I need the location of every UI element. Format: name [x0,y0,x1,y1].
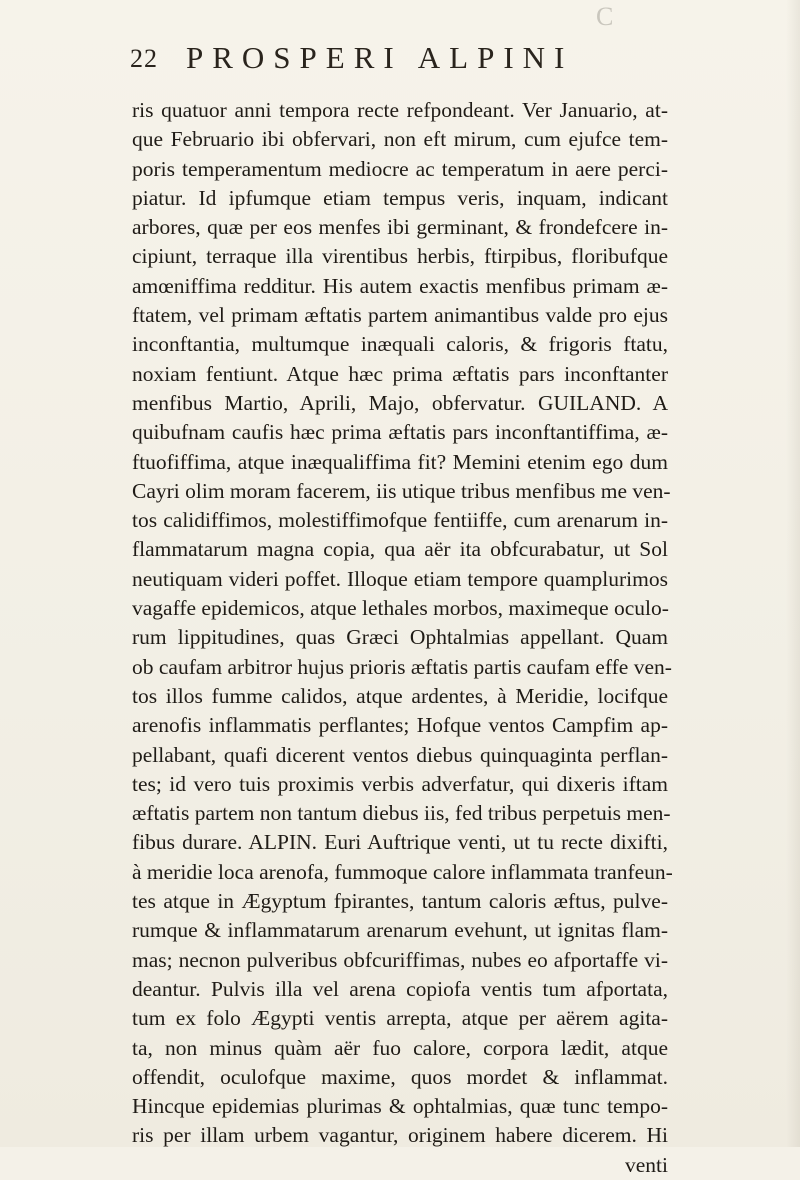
text-line: à meridie loca arenofa, fummoque calore inflammata tranfeun- [132,859,673,884]
text-line: flammatarum magna copia, qua aër ita obfcurabatur, ut Sol [132,537,668,562]
text-line: ob caufam arbitror hujus prioris æftatis partis caufam effe ven- [132,654,672,679]
page-number: 22 [130,44,158,73]
text-line: ftuofiffima, atque inæqualiffima fit? Memini etenim ego dum [132,449,668,474]
text-line: amœniffima redditur. His autem exactis menfibus primam æ- [132,273,668,298]
text-line: neutiquam videri poffet. Illoque etiam tempore quamplurimos [132,566,668,591]
text-line: arbores, quæ per eos menfes ibi germinant, & frondefcere in- [132,215,668,240]
text-line: que Februario ibi obfervari, non eft mirum, cum ejufce tem- [132,127,668,152]
text-line: piatur. Id ipfumque etiam tempus veris, inquam, indicant [132,185,668,210]
text-line: noxiam fentiunt. Atque hæc prima æftatis pars inconftanter [132,361,668,386]
text-line: arenofis inflammatis perflantes; Hofque ventos Campfim ap- [132,713,668,738]
catchword: venti [625,1152,668,1177]
text-line: ta, non minus quàm aër fuo calore, corpora lædit, atque [132,1035,668,1060]
text-line: quibufnam caufis hæc prima æftatis pars inconftantiffima, æ- [132,420,668,445]
text-line: tes atque in Ægyptum fpirantes, tantum caloris æftus, pulve- [132,889,668,914]
text-line: tos illos fumme calidos, atque ardentes, à Meridie, locifque [132,683,668,708]
text-line: tum ex folo Ægypti ventis arrepta, atque per aërem agita- [132,1006,668,1031]
text-line: rumque & inflammatarum arenarum evehunt, ut ignitas flam- [132,918,668,943]
body-text [132,96,673,1180]
text-line: Hincque epidemias plurimas & ophtalmias, quæ tunc tempo- [132,1094,668,1119]
text-line: inconftantia, multumque inæquali caloris, & frigoris ftatu, [132,332,668,357]
text-line: deantur. Pulvis illa vel arena copiofa ventis tum afportata, [132,976,668,1001]
page-header [130,40,670,80]
text-line: tos calidiffimos, molestiffimofque fentiiffe, cum arenarum in- [132,508,668,533]
page-edge-shadow [786,0,800,1147]
text-line: cipiunt, terraque illa virentibus herbis, ftirpibus, floribufque [132,244,668,269]
corner-mark: C [596,2,614,31]
text-line: tes; id vero tuis proximis verbis adverfatur, qui dixeris iftam [132,771,668,796]
text-line: ftatem, vel primam æftatis partem animantibus valde pro ejus [132,303,668,328]
text-line: poris temperamentum mediocre ac temperatum in aere perci- [132,156,668,181]
text-line: offendit, oculofque maxime, quos mordet & inflammat. [132,1064,668,1089]
text-line: rum lippitudines, quas Græci Ophtalmias appellant. Quam [132,625,668,650]
text-line: vagaffe epidemicos, atque lethales morbos, maximeque oculo- [132,596,669,621]
text-line: ris quatuor anni tempora recte refpondeant. Ver Januario, at- [132,98,668,122]
text-line: Cayri olim moram facerem, iis utique tribus menfibus me ven- [132,478,671,503]
text-line: fibus durare. ALPIN. Euri Auftrique venti, ut tu recte dixifti, [132,830,668,855]
text-line: æftatis partem non tantum diebus iis, fed tribus perpetuis men- [132,801,671,826]
running-head: PROSPERI ALPINI [186,40,574,75]
text-line: mas; necnon pulveribus obfcuriffimas, nubes eo afportaffe vi- [132,947,668,972]
text-line: pellabant, quafi dicerent ventos diebus quinquaginta perflan- [132,742,668,767]
text-line: ris per illam urbem vagantur, originem habere dicerem. Hi [132,1123,668,1148]
text-line: menfibus Martio, Aprili, Majo, obfervatur. GUILAND. A [132,390,668,415]
